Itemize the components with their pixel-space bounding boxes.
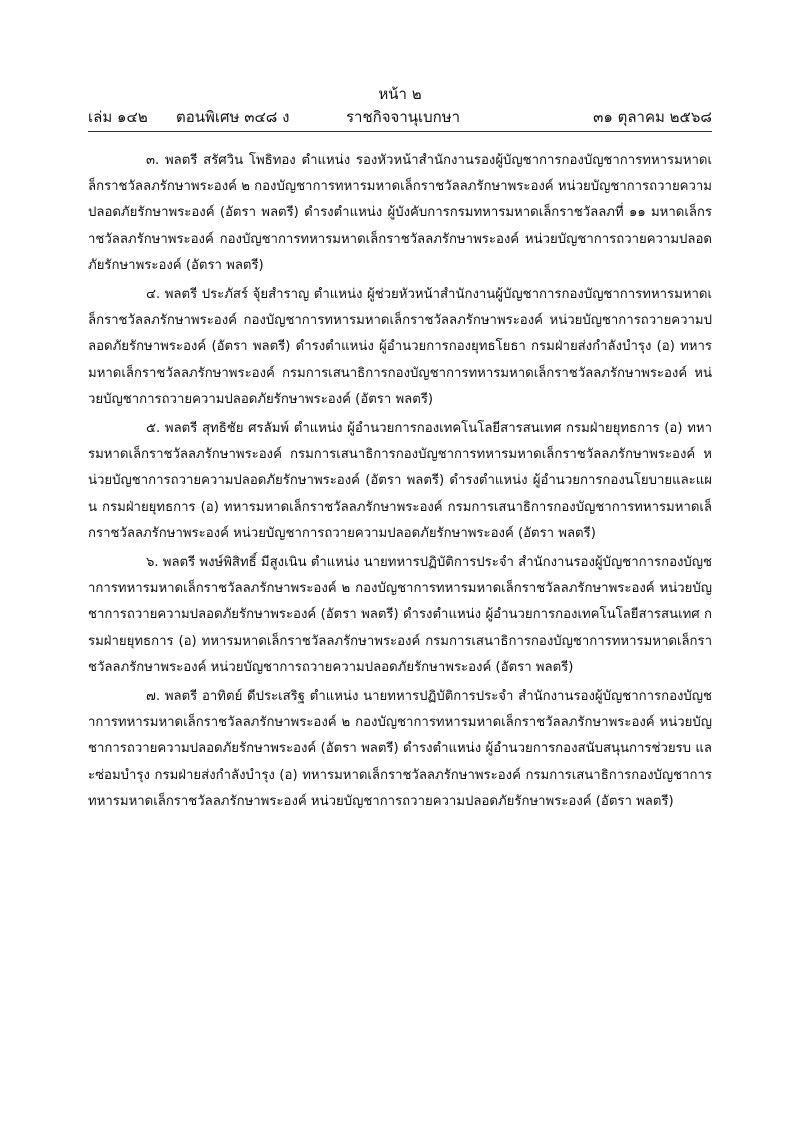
- appointment-item-4: ๔. พลตรี ประภัสร์ จุ้ยสำราญ ตำแหน่ง ผู้ช่วยหัวหน้าสำนักงานผู้บัญชาการกองบัญชาการทหารมหาดเล็กราชวัลลภรักษาพระองค์ กองบัญชาการทหารมหาดเล็กราชวัลลภรักษาพระองค์ หน่วยบัญชาการถวายความปลอดภัยรักษาพระองค์ (อัตรา พลตรี) ดำรงตำแหน่ง ผู้อำนวยการกองยุทธโยธา กรมฝ่ายส่งกำลังบำรุง (อ) ทหารมหาดเล็กราชวัลลภรักษาพระองค์ กรมการเสนาธิการกองบัญชาการทหารมหาดเล็กราชวัลลภรักษาพระองค์ หน่วยบัญชาการถวายความปลอดภัยรักษาพระองค์ (อัตรา พลตรี): [88, 287, 712, 407]
- document-body: [88, 148, 712, 818]
- gazette-name: ราชกิจจานุเบกษา: [346, 108, 461, 126]
- appointment-item-7: ๗. พลตรี อาทิตย์ ดีประเสริฐ ตำแหน่ง นายทหารปฏิบัติการประจำ สำนักงานรองผู้บัญชาการกองบัญชาการทหารมหาดเล็กราชวัลลภรักษาพระองค์ ๒ กองบัญชาการทหารมหาดเล็กราชวัลลภรักษาพระองค์ หน่วยบัญชาการถวายความปลอดภัยรักษาพระองค์ (อัตรา พลตรี) ดำรงตำแหน่ง ผู้อำนวยการกองสนับสนุนการช่วยรบ และซ่อมบำรุง กรมฝ่ายส่งกำลังบำรุง (อ) ทหารมหาดเล็กราชวัลลภรักษาพระองค์ กรมการเสนาธิการกองบัญชาการทหารมหาดเล็กราชวัลลภรักษาพระองค์ หน่วยบัญชาการถวายความปลอดภัยรักษาพระองค์ (อัตรา พลตรี): [88, 689, 712, 809]
- appointment-item-6: ๖. พลตรี พงษ์พิสิทธิ์ มีสูงเนิน ตำแหน่ง นายทหารปฏิบัติการประจำ สำนักงานรองผู้บัญชาการกองบัญชาการทหารมหาดเล็กราชวัลลภรักษาพระองค์ ๒ กองบัญชาการทหารมหาดเล็กราชวัลลภรักษาพระองค์ หน่วยบัญชาการถวายความปลอดภัยรักษาพระองค์ (อัตรา พลตรี) ดำรงตำแหน่ง ผู้อำนวยการกองเทคโนโลยีสารสนเทศ กรมฝ่ายยุทธการ (อ) ทหารมหาดเล็กราชวัลลภรักษาพระองค์ กรมการเสนาธิการกองบัญชาการทหารมหาดเล็กราชวัลลภรักษาพระองค์ หน่วยบัญชาการถวายความปลอดภัยรักษาพระองค์ (อัตรา พลตรี): [88, 555, 712, 675]
- gazette-header: [88, 106, 712, 128]
- volume-number: เล่ม ๑๔๒: [88, 108, 148, 126]
- issue-number: ตอนพิเศษ ๓๔๘ ง: [176, 108, 290, 126]
- publication-date: ๓๑ ตุลาคม ๒๕๖๘: [593, 108, 712, 126]
- header-divider: [88, 131, 712, 132]
- page-number: หน้า ๒: [378, 85, 422, 103]
- appointment-item-3: ๓. พลตรี สรัศวิน โพธิทอง ตำแหน่ง รองหัวหน้าสำนักงานรองผู้บัญชาการกองบัญชาการทหารมหาดเล็กราชวัลลภรักษาพระองค์ ๒ กองบัญชาการทหารมหาดเล็กราชวัลลภรักษาพระองค์ หน่วยบัญชาการถวายความปลอดภัยรักษาพระองค์ (อัตรา พลตรี) ดำรงตำแหน่ง ผู้บังคับการกรมทหารมหาดเล็กราชวัลลภที่ ๑๑ มหาดเล็กราชวัลลภรักษาพระองค์ กองบัญชาการทหารมหาดเล็กราชวัลลภรักษาพระองค์ หน่วยบัญชาการถวายความปลอดภัยรักษาพระองค์ (อัตรา พลตรี): [88, 153, 712, 273]
- appointment-item-5: ๕. พลตรี สุทธิชัย ศรลัมพ์ ตำแหน่ง ผู้อำนวยการกองเทคโนโลยีสารสนเทศ กรมฝ่ายยุทธการ (อ) ทหารมหาดเล็กราชวัลลภรักษาพระองค์ กรมการเสนาธิการกองบัญชาการทหารมหาดเล็กราชวัลลภรักษาพระองค์ หน่วยบัญชาการถวายความปลอดภัยรักษาพระองค์ (อัตรา พลตรี) ดำรงตำแหน่ง ผู้อำนวยการกองนโยบายและแผน กรมฝ่ายยุทธการ (อ) ทหารมหาดเล็กราชวัลลภรักษาพระองค์ กรมการเสนาธิการกองบัญชาการทหารมหาดเล็กราชวัลลภรักษาพระองค์ หน่วยบัญชาการถวายความปลอดภัยรักษาพระองค์ (อัตรา พลตรี): [88, 421, 712, 541]
